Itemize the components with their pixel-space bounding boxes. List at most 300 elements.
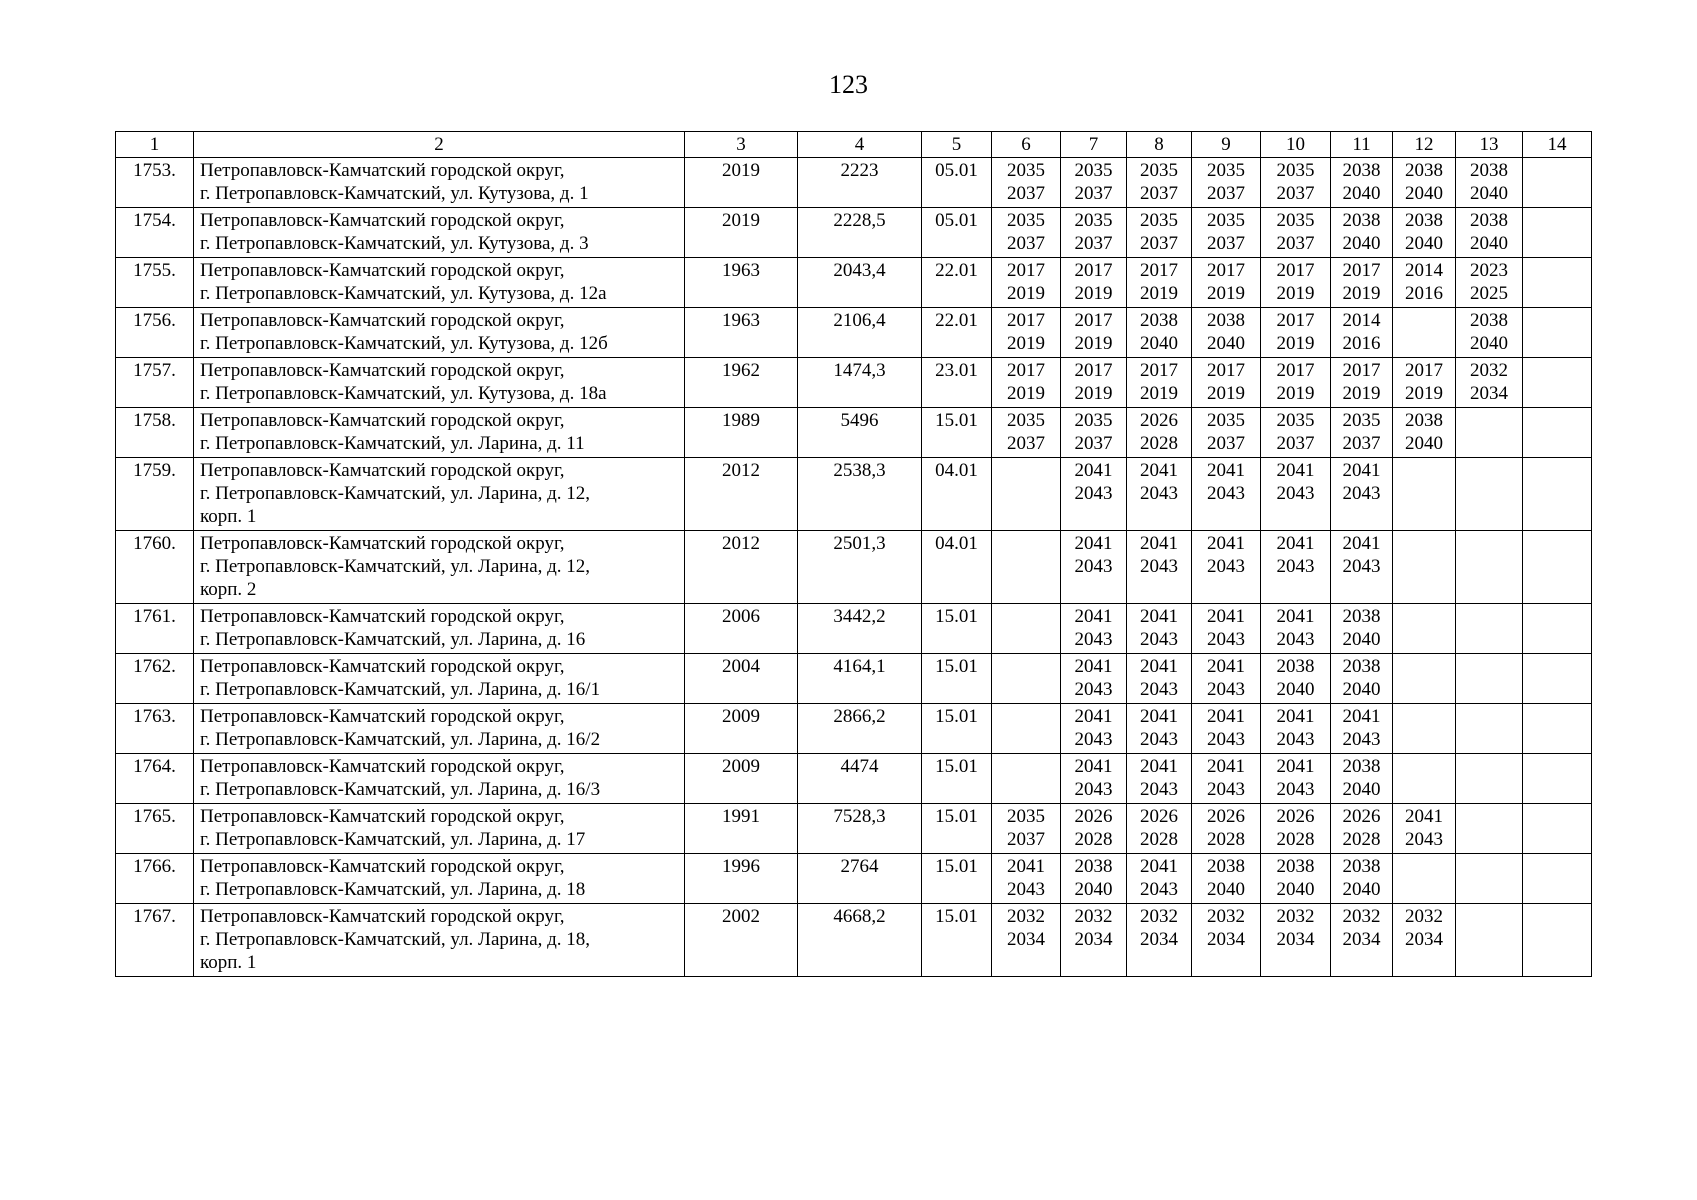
period-start: 2041 — [1074, 460, 1113, 481]
period-cell — [1192, 208, 1261, 258]
period-end: 2043 — [1342, 556, 1381, 577]
period-end: 2037 — [1276, 233, 1315, 254]
column-number: 3 — [685, 132, 798, 158]
period-start: 2041 — [1342, 460, 1381, 481]
period-start: 2041 — [1207, 706, 1245, 727]
period-start: 2017 — [1405, 360, 1443, 381]
period-cell — [1523, 854, 1592, 904]
period-end: 2037 — [1342, 433, 1381, 454]
code-cell: 04.01 — [922, 531, 992, 604]
period-cell — [1523, 358, 1592, 408]
period-end: 2034 — [1405, 929, 1443, 950]
period-end: 2037 — [1007, 433, 1045, 454]
table-row — [116, 258, 1592, 308]
period-cell — [1456, 308, 1523, 358]
period-start: 2032 — [1405, 906, 1443, 927]
period-cell — [1393, 754, 1456, 804]
address-cell — [194, 604, 685, 654]
period-start: 2038 — [1405, 210, 1443, 231]
row-number-cell: 1759. — [116, 458, 194, 531]
period-start: 2017 — [1007, 310, 1045, 331]
area-cell: 2223 — [798, 158, 922, 208]
period-start: 2035 — [1007, 410, 1045, 431]
period-end: 2043 — [1207, 556, 1245, 577]
period-cell — [1523, 208, 1592, 258]
period-cell — [1261, 804, 1331, 854]
period-cell — [1261, 704, 1331, 754]
period-start: 2035 — [1276, 210, 1315, 231]
period-start: 2041 — [1207, 606, 1245, 627]
period-cell — [1061, 208, 1127, 258]
period-cell — [992, 458, 1061, 531]
code-cell: 15.01 — [922, 854, 992, 904]
period-cell — [1331, 158, 1393, 208]
period-cell — [1127, 654, 1192, 704]
period-cell — [1192, 458, 1261, 531]
column-number: 12 — [1393, 132, 1456, 158]
period-start: 2026 — [1074, 806, 1113, 827]
period-cell — [1127, 904, 1192, 977]
period-cell — [1192, 904, 1261, 977]
period-cell — [1523, 904, 1592, 977]
address-line: г. Петропавловск-Камчатский, ул. Ларина, д. 17 — [200, 829, 586, 850]
period-cell — [1061, 258, 1127, 308]
period-start: 2038 — [1342, 756, 1381, 777]
period-end: 2043 — [1140, 556, 1178, 577]
period-end: 2019 — [1007, 383, 1045, 404]
period-end: 2037 — [1140, 183, 1178, 204]
address-line: Петропавловск-Камчатский городской округ, — [200, 756, 565, 777]
period-end: 2043 — [1276, 556, 1315, 577]
period-end: 2019 — [1007, 283, 1045, 304]
row-number-cell: 1753. — [116, 158, 194, 208]
period-start: 2041 — [1342, 706, 1381, 727]
period-end: 2016 — [1342, 333, 1381, 354]
code-cell: 23.01 — [922, 358, 992, 408]
period-start: 2041 — [1140, 460, 1178, 481]
column-number: 8 — [1127, 132, 1192, 158]
column-number: 14 — [1523, 132, 1592, 158]
period-cell — [1523, 754, 1592, 804]
period-end: 2016 — [1405, 283, 1443, 304]
period-cell — [1127, 531, 1192, 604]
period-end: 2040 — [1342, 629, 1381, 650]
period-end: 2040 — [1470, 183, 1508, 204]
period-end: 2037 — [1207, 433, 1245, 454]
period-end: 2043 — [1342, 483, 1381, 504]
code-cell: 22.01 — [922, 308, 992, 358]
period-cell — [1127, 704, 1192, 754]
area-cell: 4164,1 — [798, 654, 922, 704]
period-cell — [1261, 358, 1331, 408]
period-cell — [1127, 458, 1192, 531]
period-start: 2014 — [1405, 260, 1443, 281]
address-cell — [194, 308, 685, 358]
period-cell — [1261, 904, 1331, 977]
period-end: 2040 — [1405, 433, 1443, 454]
period-cell — [1523, 704, 1592, 754]
period-end: 2043 — [1074, 729, 1113, 750]
period-end: 2028 — [1342, 829, 1381, 850]
period-start: 2038 — [1140, 310, 1178, 331]
period-end: 2019 — [1007, 333, 1045, 354]
area-cell: 1474,3 — [798, 358, 922, 408]
period-start: 2035 — [1074, 160, 1113, 181]
period-cell — [1261, 854, 1331, 904]
table-row — [116, 158, 1592, 208]
period-cell — [1331, 258, 1393, 308]
period-cell — [1061, 604, 1127, 654]
period-cell — [1127, 754, 1192, 804]
period-cell — [1192, 654, 1261, 704]
address-line: г. Петропавловск-Камчатский, ул. Кутузова, д. 18а — [200, 383, 607, 404]
period-cell — [1331, 604, 1393, 654]
code-cell: 15.01 — [922, 408, 992, 458]
period-end: 2043 — [1276, 779, 1315, 800]
period-cell — [1061, 654, 1127, 704]
column-number: 2 — [194, 132, 685, 158]
address-line: Петропавловск-Камчатский городской округ, — [200, 706, 565, 727]
period-cell — [992, 754, 1061, 804]
period-end: 2019 — [1140, 283, 1178, 304]
period-start: 2041 — [1207, 756, 1245, 777]
area-cell: 2106,4 — [798, 308, 922, 358]
address-line: г. Петропавловск-Камчатский, ул. Кутузова, д. 12а — [200, 283, 607, 304]
area-cell: 2764 — [798, 854, 922, 904]
period-start: 2038 — [1342, 210, 1381, 231]
period-start: 2023 — [1470, 260, 1508, 281]
period-cell — [1456, 258, 1523, 308]
period-start: 2035 — [1207, 210, 1245, 231]
period-cell — [1192, 704, 1261, 754]
address-line: г. Петропавловск-Камчатский, ул. Ларина, д. 12, — [200, 483, 591, 504]
area-cell: 2866,2 — [798, 704, 922, 754]
period-cell — [1331, 704, 1393, 754]
period-start: 2041 — [1276, 606, 1315, 627]
period-start: 2035 — [1140, 160, 1178, 181]
period-cell — [1523, 804, 1592, 854]
period-start: 2041 — [1007, 856, 1045, 877]
period-end: 2043 — [1140, 879, 1178, 900]
period-end: 2040 — [1276, 679, 1315, 700]
period-cell — [1261, 531, 1331, 604]
year-cell: 2012 — [685, 458, 798, 531]
period-end: 2043 — [1140, 729, 1178, 750]
period-cell — [1061, 804, 1127, 854]
year-cell: 1963 — [685, 258, 798, 308]
period-end: 2040 — [1405, 183, 1443, 204]
period-end: 2043 — [1007, 879, 1045, 900]
period-start: 2017 — [1342, 360, 1381, 381]
address-line: Петропавловск-Камчатский городской округ, — [200, 410, 565, 431]
period-end: 2037 — [1207, 183, 1245, 204]
area-cell: 3442,2 — [798, 604, 922, 654]
period-end: 2043 — [1276, 729, 1315, 750]
period-end: 2019 — [1074, 333, 1113, 354]
period-end: 2040 — [1342, 879, 1381, 900]
period-cell — [1127, 208, 1192, 258]
period-cell — [1456, 208, 1523, 258]
period-end: 2034 — [1342, 929, 1381, 950]
address-cell — [194, 754, 685, 804]
period-start: 2041 — [1276, 756, 1315, 777]
period-start: 2032 — [1207, 906, 1245, 927]
address-line: Петропавловск-Камчатский городской округ, — [200, 160, 565, 181]
year-cell: 1963 — [685, 308, 798, 358]
period-end: 2019 — [1342, 283, 1381, 304]
period-cell — [1261, 754, 1331, 804]
period-cell — [992, 258, 1061, 308]
address-cell — [194, 158, 685, 208]
period-cell — [1261, 408, 1331, 458]
year-cell: 1989 — [685, 408, 798, 458]
period-end: 2037 — [1207, 233, 1245, 254]
period-end: 2040 — [1074, 879, 1113, 900]
period-start: 2038 — [1207, 310, 1245, 331]
period-cell — [1523, 604, 1592, 654]
period-start: 2038 — [1276, 856, 1315, 877]
period-cell — [1261, 308, 1331, 358]
period-start: 2026 — [1276, 806, 1315, 827]
period-end: 2037 — [1007, 829, 1045, 850]
period-start: 2041 — [1207, 533, 1245, 554]
area-cell: 2228,5 — [798, 208, 922, 258]
period-start: 2017 — [1074, 360, 1113, 381]
period-start: 2035 — [1007, 210, 1045, 231]
period-end: 2034 — [1207, 929, 1245, 950]
period-end: 2043 — [1074, 779, 1113, 800]
period-cell — [992, 854, 1061, 904]
period-end: 2043 — [1140, 483, 1178, 504]
year-cell: 2004 — [685, 654, 798, 704]
row-number-cell: 1766. — [116, 854, 194, 904]
period-start: 2017 — [1074, 260, 1113, 281]
period-end: 2028 — [1140, 829, 1178, 850]
period-end: 2040 — [1207, 879, 1245, 900]
period-start: 2035 — [1140, 210, 1178, 231]
period-cell — [1331, 854, 1393, 904]
period-cell — [1456, 804, 1523, 854]
period-end: 2028 — [1276, 829, 1315, 850]
period-end: 2043 — [1140, 679, 1178, 700]
period-cell — [1331, 754, 1393, 804]
period-end: 2043 — [1074, 483, 1113, 504]
row-number-cell: 1763. — [116, 704, 194, 754]
period-start: 2041 — [1074, 533, 1113, 554]
period-start: 2035 — [1007, 160, 1045, 181]
period-cell — [1523, 258, 1592, 308]
period-start: 2038 — [1405, 410, 1443, 431]
column-number: 6 — [992, 132, 1061, 158]
period-cell — [1192, 258, 1261, 308]
address-line: Петропавловск-Камчатский городской округ, — [200, 906, 565, 927]
period-start: 2038 — [1470, 210, 1508, 231]
period-cell — [1523, 654, 1592, 704]
period-start: 2017 — [1007, 360, 1045, 381]
column-number: 13 — [1456, 132, 1523, 158]
period-start: 2041 — [1140, 656, 1178, 677]
address-cell — [194, 531, 685, 604]
address-cell — [194, 904, 685, 977]
period-cell — [1456, 754, 1523, 804]
period-start: 2038 — [1342, 856, 1381, 877]
period-start: 2017 — [1140, 360, 1178, 381]
period-cell — [1192, 358, 1261, 408]
period-cell — [992, 804, 1061, 854]
period-end: 2034 — [1470, 383, 1508, 404]
period-cell — [1061, 704, 1127, 754]
code-cell: 04.01 — [922, 458, 992, 531]
period-start: 2041 — [1140, 706, 1178, 727]
period-cell — [992, 604, 1061, 654]
period-cell — [1393, 804, 1456, 854]
period-start: 2035 — [1207, 160, 1245, 181]
period-end: 2040 — [1276, 879, 1315, 900]
period-start: 2038 — [1342, 160, 1381, 181]
address-line: корп. 2 — [200, 579, 257, 600]
period-cell — [1331, 531, 1393, 604]
address-cell — [194, 258, 685, 308]
address-line: Петропавловск-Камчатский городской округ, — [200, 210, 565, 231]
period-end: 2043 — [1276, 629, 1315, 650]
period-start: 2041 — [1207, 656, 1245, 677]
period-start: 2017 — [1207, 260, 1245, 281]
period-cell — [1261, 158, 1331, 208]
period-start: 2032 — [1342, 906, 1381, 927]
column-number: 7 — [1061, 132, 1127, 158]
period-start: 2026 — [1140, 410, 1178, 431]
period-end: 2043 — [1074, 556, 1113, 577]
period-end: 2040 — [1342, 233, 1381, 254]
period-cell — [992, 654, 1061, 704]
period-start: 2038 — [1207, 856, 1245, 877]
column-number: 9 — [1192, 132, 1261, 158]
period-start: 2038 — [1342, 606, 1381, 627]
row-number-cell: 1764. — [116, 754, 194, 804]
table-row — [116, 408, 1592, 458]
column-number: 5 — [922, 132, 992, 158]
period-end: 2043 — [1405, 829, 1443, 850]
period-end: 2037 — [1276, 433, 1315, 454]
period-end: 2019 — [1276, 283, 1315, 304]
period-start: 2035 — [1007, 806, 1045, 827]
period-cell — [1061, 754, 1127, 804]
code-cell: 15.01 — [922, 904, 992, 977]
period-cell — [1393, 904, 1456, 977]
area-cell: 5496 — [798, 408, 922, 458]
table-row — [116, 458, 1592, 531]
address-cell — [194, 358, 685, 408]
period-cell — [1331, 308, 1393, 358]
period-start: 2038 — [1470, 160, 1508, 181]
address-line: г. Петропавловск-Камчатский, ул. Ларина, д. 18, — [200, 929, 591, 950]
period-cell — [1523, 458, 1592, 531]
period-cell — [1456, 458, 1523, 531]
table-row — [116, 904, 1592, 977]
address-cell — [194, 854, 685, 904]
address-line: г. Петропавловск-Камчатский, ул. Кутузова, д. 12б — [200, 333, 608, 354]
row-number-cell: 1756. — [116, 308, 194, 358]
year-cell: 1962 — [685, 358, 798, 408]
period-end: 2019 — [1074, 283, 1113, 304]
code-cell: 15.01 — [922, 804, 992, 854]
year-cell: 2019 — [685, 208, 798, 258]
period-end: 2019 — [1405, 383, 1443, 404]
period-end: 2034 — [1007, 929, 1045, 950]
period-start: 2017 — [1074, 310, 1113, 331]
column-number: 11 — [1331, 132, 1393, 158]
period-end: 2034 — [1276, 929, 1315, 950]
period-cell — [1393, 604, 1456, 654]
address-line: г. Петропавловск-Камчатский, ул. Ларина, д. 16/2 — [200, 729, 601, 750]
period-end: 2040 — [1207, 333, 1245, 354]
period-cell — [1331, 408, 1393, 458]
period-start: 2026 — [1207, 806, 1245, 827]
address-cell — [194, 654, 685, 704]
period-end: 2040 — [1342, 779, 1381, 800]
year-cell: 1991 — [685, 804, 798, 854]
period-start: 2041 — [1074, 656, 1113, 677]
period-cell — [1061, 358, 1127, 408]
address-cell — [194, 804, 685, 854]
period-cell — [1061, 458, 1127, 531]
address-line: Петропавловск-Камчатский городской округ, — [200, 606, 565, 627]
period-end: 2040 — [1470, 333, 1508, 354]
period-start: 2032 — [1074, 906, 1113, 927]
period-cell — [992, 358, 1061, 408]
year-cell: 2006 — [685, 604, 798, 654]
period-end: 2037 — [1007, 183, 1045, 204]
period-start: 2038 — [1074, 856, 1113, 877]
period-start: 2032 — [1140, 906, 1178, 927]
period-cell — [1061, 904, 1127, 977]
period-cell — [992, 408, 1061, 458]
year-cell: 2009 — [685, 754, 798, 804]
period-end: 2037 — [1007, 233, 1045, 254]
period-end: 2037 — [1074, 433, 1113, 454]
period-end: 2037 — [1276, 183, 1315, 204]
period-start: 2035 — [1342, 410, 1381, 431]
period-start: 2041 — [1276, 460, 1315, 481]
address-line: г. Петропавловск-Камчатский, ул. Кутузова, д. 3 — [200, 233, 589, 254]
period-end: 2043 — [1207, 679, 1245, 700]
period-start: 2026 — [1342, 806, 1381, 827]
address-cell — [194, 408, 685, 458]
code-cell: 22.01 — [922, 258, 992, 308]
row-number-cell: 1758. — [116, 408, 194, 458]
period-cell — [1192, 754, 1261, 804]
period-start: 2041 — [1342, 533, 1381, 554]
period-end: 2043 — [1207, 483, 1245, 504]
period-end: 2034 — [1074, 929, 1113, 950]
period-start: 2041 — [1074, 756, 1113, 777]
column-number: 10 — [1261, 132, 1331, 158]
period-cell — [1456, 704, 1523, 754]
period-end: 2043 — [1140, 629, 1178, 650]
period-end: 2040 — [1342, 183, 1381, 204]
period-cell — [1192, 308, 1261, 358]
period-start: 2038 — [1405, 160, 1443, 181]
table-row — [116, 531, 1592, 604]
period-end: 2040 — [1342, 679, 1381, 700]
address-line: Петропавловск-Камчатский городской округ, — [200, 360, 565, 381]
period-cell — [1127, 258, 1192, 308]
period-end: 2028 — [1207, 829, 1245, 850]
address-line: г. Петропавловск-Камчатский, ул. Ларина, д. 18 — [200, 879, 586, 900]
address-line: г. Петропавловск-Камчатский, ул. Кутузова, д. 1 — [200, 183, 589, 204]
period-cell — [1393, 854, 1456, 904]
year-cell: 2012 — [685, 531, 798, 604]
